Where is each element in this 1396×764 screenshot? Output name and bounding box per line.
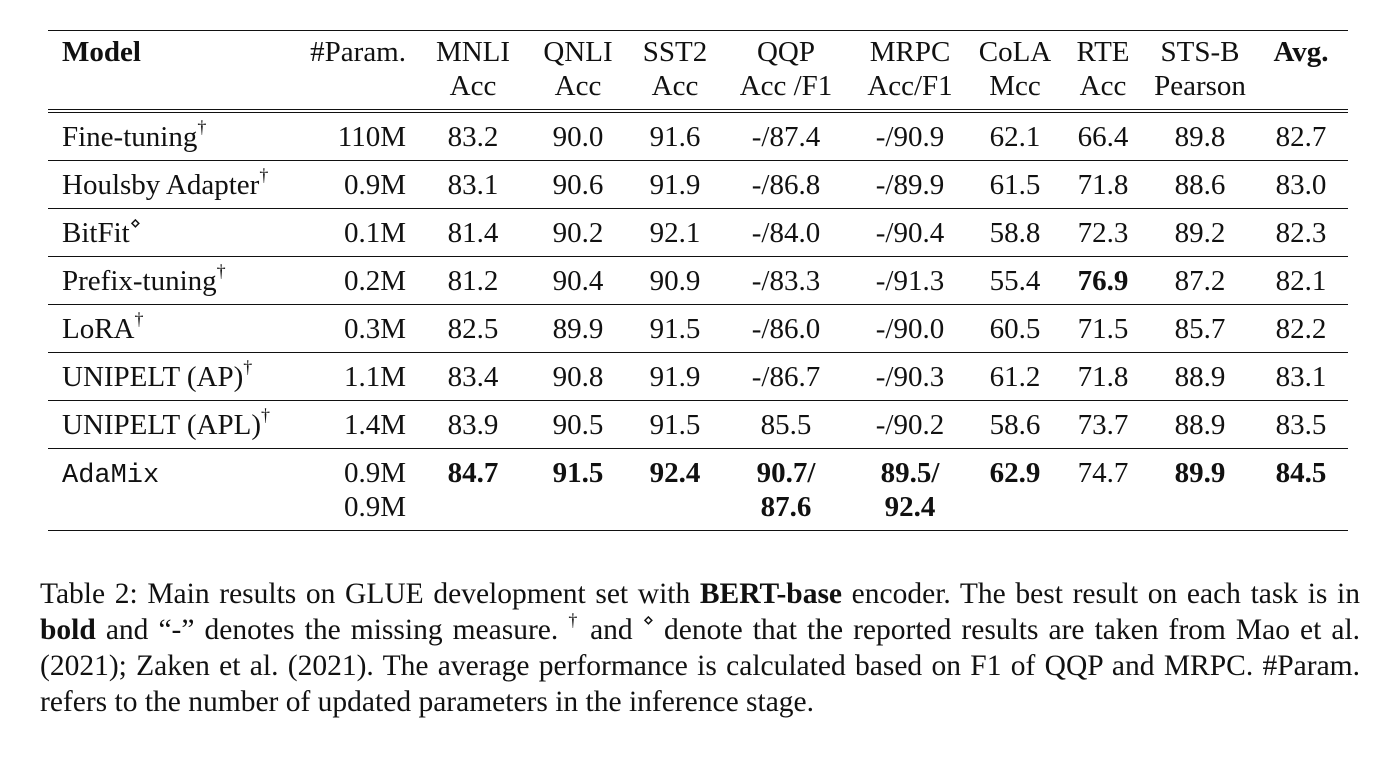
cell-rte: 71.8 xyxy=(1077,169,1129,201)
cell-qqp: 90.7/ 87.6 xyxy=(756,457,816,523)
cell-mrpc: -/91.3 xyxy=(875,265,945,297)
source-mark: † xyxy=(134,309,144,330)
cell-qnli: 90.0 xyxy=(552,121,604,153)
cell-cola: 62.1 xyxy=(989,121,1041,153)
cell-model xyxy=(48,209,296,257)
cell-mrpc: -/90.4 xyxy=(875,217,945,249)
table-row xyxy=(48,353,1348,401)
cell-cola: 55.4 xyxy=(989,265,1041,297)
cell-mrpc: 89.5/ 92.4 xyxy=(880,457,940,523)
col-header-mrpc: MRPC Acc/F1 xyxy=(867,36,953,102)
cell-param: 0.9M xyxy=(343,169,406,201)
cell-rte: 71.5 xyxy=(1077,313,1129,345)
source-mark: † xyxy=(259,165,269,186)
cell-qqp: -/83.3 xyxy=(751,265,821,297)
cell-rte: 74.7 xyxy=(1077,457,1129,489)
source-mark: † xyxy=(260,405,270,426)
cell-qnli: 89.9 xyxy=(552,313,604,345)
cell-rte: 73.7 xyxy=(1077,409,1129,441)
cell-stsb: 89.2 xyxy=(1174,217,1226,249)
cell-model xyxy=(48,257,296,305)
col-header-avg: Avg. xyxy=(1273,36,1329,68)
table-row xyxy=(48,257,1348,305)
cell-mnli: 83.2 xyxy=(447,121,499,153)
cell-mnli: 81.4 xyxy=(447,217,499,249)
col-header-cola: CoLA Mcc xyxy=(978,36,1052,102)
cell-qnli: 90.4 xyxy=(552,265,604,297)
col-header-param: #Param. xyxy=(310,36,406,68)
cell-param: 0.9M 0.9M xyxy=(343,457,406,523)
cell-qqp: -/86.0 xyxy=(751,313,821,345)
col-header-stsb: STS-B Pearson xyxy=(1154,36,1246,102)
model-name: LoRA xyxy=(62,313,135,345)
col-header-qqp: QQP Acc /F1 xyxy=(739,36,833,102)
cell-param: 0.2M xyxy=(343,265,406,297)
cell-avg: 83.1 xyxy=(1275,361,1327,393)
model-name: Prefix-tuning xyxy=(62,265,217,297)
cell-rte: 71.8 xyxy=(1077,361,1129,393)
cell-qnli: 90.6 xyxy=(552,169,604,201)
cell-param: 1.1M xyxy=(343,361,406,393)
results-table xyxy=(48,30,1348,531)
table-caption: Table 2: Main results on GLUE development set with BERT-base encoder. The best result on each task is in bold and “-” denotes the missing measure. † and ⋄ denote that the reported results are taken from Mao et al. (2021); Zaken et al. (2021). The average performance is calculated based on F1 of QQP and MRPC. #Param. refers to the number of updated parameters in the inference stage. xyxy=(40,578,1361,718)
table-row xyxy=(48,111,1348,161)
cell-cola: 62.9 xyxy=(989,457,1041,489)
cell-mrpc: -/90.0 xyxy=(875,313,945,345)
cell-sst2: 91.9 xyxy=(649,361,701,393)
cell-qnli: 91.5 xyxy=(552,457,604,489)
cell-mnli: 82.5 xyxy=(447,313,499,345)
cell-rte: 76.9 xyxy=(1077,265,1129,297)
model-name: UNIPELT (APL) xyxy=(62,409,261,441)
cell-param: 0.1M xyxy=(343,217,406,249)
cell-avg: 82.3 xyxy=(1275,217,1327,249)
cell-qqp: -/86.7 xyxy=(751,361,821,393)
cell-avg: 83.5 xyxy=(1275,409,1327,441)
cell-mrpc: -/90.9 xyxy=(875,121,945,153)
table-row xyxy=(48,305,1348,353)
cell-sst2: 92.1 xyxy=(649,217,701,249)
cell-param: 1.4M xyxy=(343,409,406,441)
cell-mnli: 84.7 xyxy=(447,457,499,489)
cell-avg: 82.7 xyxy=(1275,121,1327,153)
cell-model xyxy=(48,111,296,161)
cell-stsb: 87.2 xyxy=(1174,265,1226,297)
cell-qqp: 85.5 xyxy=(760,409,812,441)
table-row xyxy=(48,401,1348,449)
cell-sst2: 91.5 xyxy=(649,409,701,441)
table-row xyxy=(48,161,1348,209)
cell-model xyxy=(48,305,296,353)
cell-sst2: 91.6 xyxy=(649,121,701,153)
header-row xyxy=(48,31,1348,112)
cell-sst2: 91.5 xyxy=(649,313,701,345)
source-mark: † xyxy=(243,357,253,378)
col-header-qnli: QNLI Acc xyxy=(543,36,613,102)
col-header-model: Model xyxy=(62,36,141,68)
table-row-adamix xyxy=(48,449,1348,531)
cell-qnli: 90.5 xyxy=(552,409,604,441)
cell-cola: 58.8 xyxy=(989,217,1041,249)
cell-model xyxy=(48,161,296,209)
cell-cola: 61.2 xyxy=(989,361,1041,393)
cell-rte: 66.4 xyxy=(1077,121,1129,153)
cell-sst2: 90.9 xyxy=(649,265,701,297)
model-name: Houlsby Adapter xyxy=(62,169,260,201)
cell-qnli: 90.8 xyxy=(552,361,604,393)
cell-qnli: 90.2 xyxy=(552,217,604,249)
cell-avg: 83.0 xyxy=(1275,169,1327,201)
table-row xyxy=(48,209,1348,257)
cell-stsb: 89.9 xyxy=(1174,457,1226,489)
cell-avg: 82.1 xyxy=(1275,265,1327,297)
cell-avg: 84.5 xyxy=(1275,457,1327,489)
cell-qqp: -/87.4 xyxy=(751,121,821,153)
cell-mnli: 83.9 xyxy=(447,409,499,441)
cell-rte: 72.3 xyxy=(1077,217,1129,249)
cell-mrpc: -/90.2 xyxy=(875,409,945,441)
col-header-rte: RTE Acc xyxy=(1076,36,1130,102)
cell-mnli: 83.1 xyxy=(447,169,499,201)
cell-cola: 58.6 xyxy=(989,409,1041,441)
model-name: UNIPELT (AP) xyxy=(62,361,244,393)
cell-stsb: 85.7 xyxy=(1174,313,1226,345)
cell-model xyxy=(48,401,296,449)
cell-qqp: -/84.0 xyxy=(751,217,821,249)
cell-sst2: 92.4 xyxy=(649,457,701,489)
cell-stsb: 88.9 xyxy=(1174,409,1226,441)
source-mark: † xyxy=(216,261,226,282)
cell-cola: 60.5 xyxy=(989,313,1041,345)
cell-stsb: 88.9 xyxy=(1174,361,1226,393)
col-header-sst2: SST2 Acc xyxy=(642,36,708,102)
results-table-container xyxy=(48,30,1348,531)
cell-mnli: 83.4 xyxy=(447,361,499,393)
source-mark: † xyxy=(197,117,207,138)
model-name: BitFit xyxy=(62,217,130,249)
cell-stsb: 89.8 xyxy=(1174,121,1226,153)
cell-avg: 82.2 xyxy=(1275,313,1327,345)
cell-qqp: -/86.8 xyxy=(751,169,821,201)
cell-model: AdaMix xyxy=(62,461,160,491)
cell-mrpc: -/90.3 xyxy=(875,361,945,393)
table-body xyxy=(48,111,1348,531)
cell-param: 0.3M xyxy=(343,313,406,345)
cell-mrpc: -/89.9 xyxy=(875,169,945,201)
model-name: Fine-tuning xyxy=(62,121,198,153)
cell-cola: 61.5 xyxy=(989,169,1041,201)
cell-stsb: 88.6 xyxy=(1174,169,1226,201)
cell-model xyxy=(48,353,296,401)
col-header-mnli: MNLI Acc xyxy=(435,36,511,102)
source-mark: ⋄ xyxy=(129,213,141,234)
cell-mnli: 81.2 xyxy=(447,265,499,297)
cell-sst2: 91.9 xyxy=(649,169,701,201)
cell-param: 110M xyxy=(337,121,406,153)
